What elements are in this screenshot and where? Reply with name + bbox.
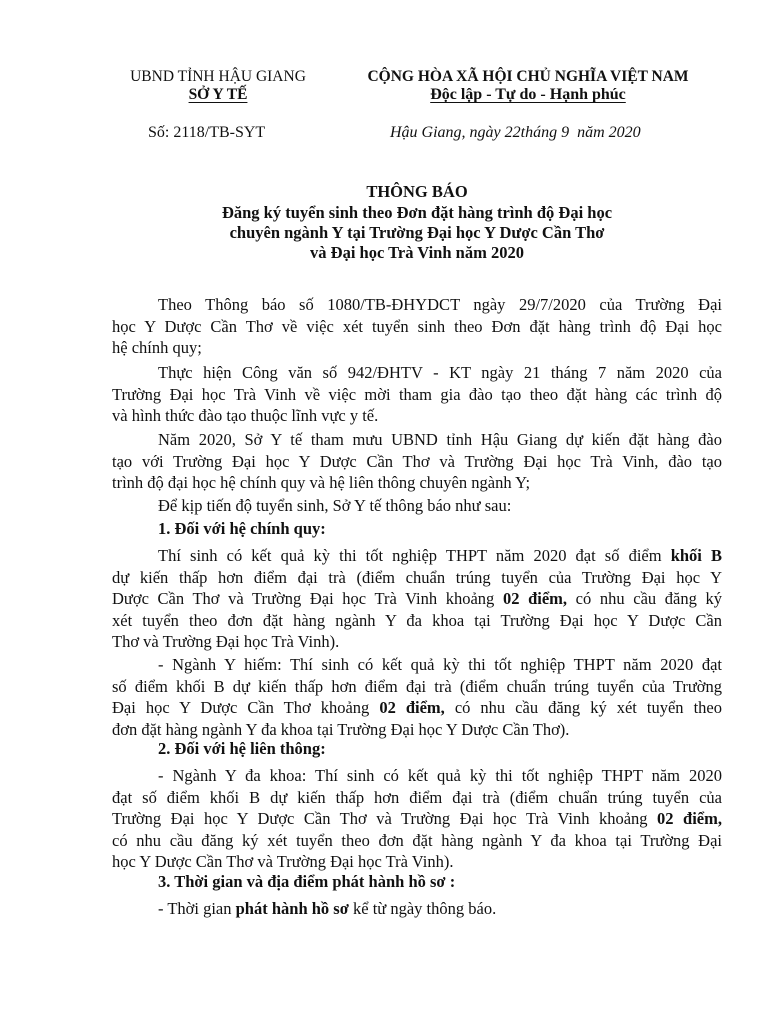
paragraph-8	[112, 898, 722, 920]
paragraph-3	[112, 429, 722, 494]
p8-c: kể từ ngày thông báo.	[348, 899, 497, 918]
org-name	[112, 68, 324, 104]
section-heading-3	[112, 871, 722, 893]
p5-l1b: khối B	[670, 546, 722, 565]
section-heading-1	[112, 518, 722, 540]
doc-title: THÔNG BÁO	[366, 182, 468, 201]
p1-line-1: Theo Thông báo số 1080/TB-ĐHYDCT ngày 29/7/2020 của Trường Đại	[158, 295, 722, 314]
nation-line2: Độc lập - Tự do - Hạnh phúc	[430, 86, 626, 103]
p7-l3b: 02 điểm,	[657, 809, 722, 828]
doc-subtitle-3: và Đại học Trà Vinh năm 2020	[310, 243, 524, 262]
p6-line-2: số điểm khối B dự kiến thấp hơn điểm đại trà (điểm chuẩn trúng tuyển của Trường	[112, 676, 722, 696]
paragraph-1	[112, 294, 722, 359]
doc-subtitle-1: Đăng ký tuyển sinh theo Đơn đặt hàng trình độ Đại học	[221, 203, 613, 222]
p5-line-1	[112, 545, 722, 567]
p4-line-1: Để kịp tiến độ tuyển sinh, Sở Y tế thông báo như sau:	[158, 496, 512, 515]
paragraph-4	[112, 495, 722, 517]
p6-l3c: có nhu cầu đăng ký xét tuyển theo	[444, 698, 722, 717]
doc-number: Số: 2118/TB-SYT	[148, 124, 266, 141]
p7-line-1: - Ngành Y đa khoa: Thí sinh có kết quả kỳ thi tốt nghiệp THPT năm 2020	[158, 766, 722, 785]
h3-text: 3. Thời gian và địa điểm phát hành hồ sơ :	[158, 872, 456, 891]
p5-l3b: 02 điểm,	[502, 589, 568, 608]
h2-text: 2. Đối với hệ liên thông:	[158, 739, 326, 758]
paragraph-6	[112, 654, 722, 740]
p6-line-3	[112, 697, 722, 719]
p7-line-3	[112, 808, 722, 830]
p2-line-3: và hình thức đào tạo thuộc lĩnh vực y tế.	[112, 406, 379, 425]
p8-a: - Thời gian	[158, 899, 236, 918]
p6-l3b: 02 điểm,	[379, 698, 445, 717]
nation-line1: CỘNG HÒA XÃ HỘI CHỦ NGHĨA VIỆT NAM	[367, 68, 689, 85]
p8-line-1	[112, 898, 722, 920]
paragraph-7	[112, 765, 722, 873]
p1-line-3: hệ chính quy;	[112, 338, 202, 357]
p7-line-4: có nhu cầu đăng ký xét tuyển theo đơn đặt hàng ngành Y đa khoa tại Trường Đại	[112, 830, 722, 850]
p3-line-2: tạo với Trường Đại học Y Dược Cần Thơ và Trường Đại học Trà Vinh, đào tạo	[112, 451, 722, 471]
p2-line-2: Trường Đại học Trà Vinh về việc mời tham gia đào tạo theo đặt hàng các trình độ	[112, 384, 722, 404]
p6-line-4: đơn đặt hàng ngành Y đa khoa tại Trường Đại học Y Dược Cần Thơ).	[112, 719, 570, 739]
p3-line-1: Năm 2020, Sở Y tế tham mưu UBND tỉnh Hậu Giang dự kiến đặt hàng đào	[158, 430, 722, 449]
p6-line-1: - Ngành Y hiếm: Thí sinh có kết quả kỳ thi tốt nghiệp THPT năm 2020 đạt	[158, 655, 722, 674]
p7-line-2: đạt số điểm khối B dự kiến thấp hơn điểm đại trà (điểm chuẩn trúng tuyển của	[112, 787, 722, 807]
org-line2: SỞ Y TẾ	[188, 86, 248, 103]
paragraph-2	[112, 362, 722, 427]
p6-l3a: Đại học Y Dược Cần Thơ khoảng	[112, 698, 380, 717]
section-heading-2	[112, 738, 722, 760]
p5-line-2: dự kiến thấp hơn điểm đại trà (điểm chuẩn trúng tuyển của Trường Đại học Y	[112, 567, 722, 587]
p5-line-4: xét tuyển theo đơn đặt hàng ngành Y đa khoa tại Trường Đại học Y Dược Cần	[112, 610, 722, 630]
p7-l3a: Trường Đại học Y Dược Cần Thơ và Trường Đại học Trà Vinh khoảng	[112, 809, 658, 828]
p5-l3a: Dược Cần Thơ và Trường Đại học Trà Vinh khoảng	[112, 589, 503, 608]
p7-line-5: học Y Dược Cần Thơ và Trường Đại học Trà Vinh).	[112, 852, 454, 871]
p5-line-5: Thơ và Trường Đại học Trà Vinh).	[112, 632, 340, 651]
paragraph-5	[112, 545, 722, 653]
p2-line-1: Thực hiện Công văn số 942/ĐHTV - KT ngày 21 tháng 7 năm 2020 của	[158, 363, 722, 382]
p3-line-3: trình độ đại học hệ chính quy và hệ liên thông chuyên ngành Y;	[112, 473, 531, 492]
p5-l3c: có nhu cầu đăng ký	[567, 589, 722, 608]
h1-text: 1. Đối với hệ chính quy:	[158, 519, 326, 538]
p5-line-3	[112, 588, 722, 610]
p8-b: phát hành hồ sơ	[235, 899, 349, 918]
doc-subtitle-2: chuyên ngành Y tại Trường Đại học Y Dược Cần Thơ	[229, 223, 605, 242]
national-motto	[328, 68, 728, 104]
p5-l1a: Thí sinh có kết quả kỳ thi tốt nghiệp THPT năm 2020 đạt số điểm	[158, 546, 671, 565]
org-line1: UBND TỈNH HẬU GIANG	[130, 68, 306, 85]
place-date: Hậu Giang, ngày 22tháng 9 năm 2020	[390, 124, 641, 141]
p1-line-2: học Y Dược Cần Thơ về việc xét tuyển sinh theo Đơn đặt hàng trình độ Đại học	[112, 316, 722, 336]
